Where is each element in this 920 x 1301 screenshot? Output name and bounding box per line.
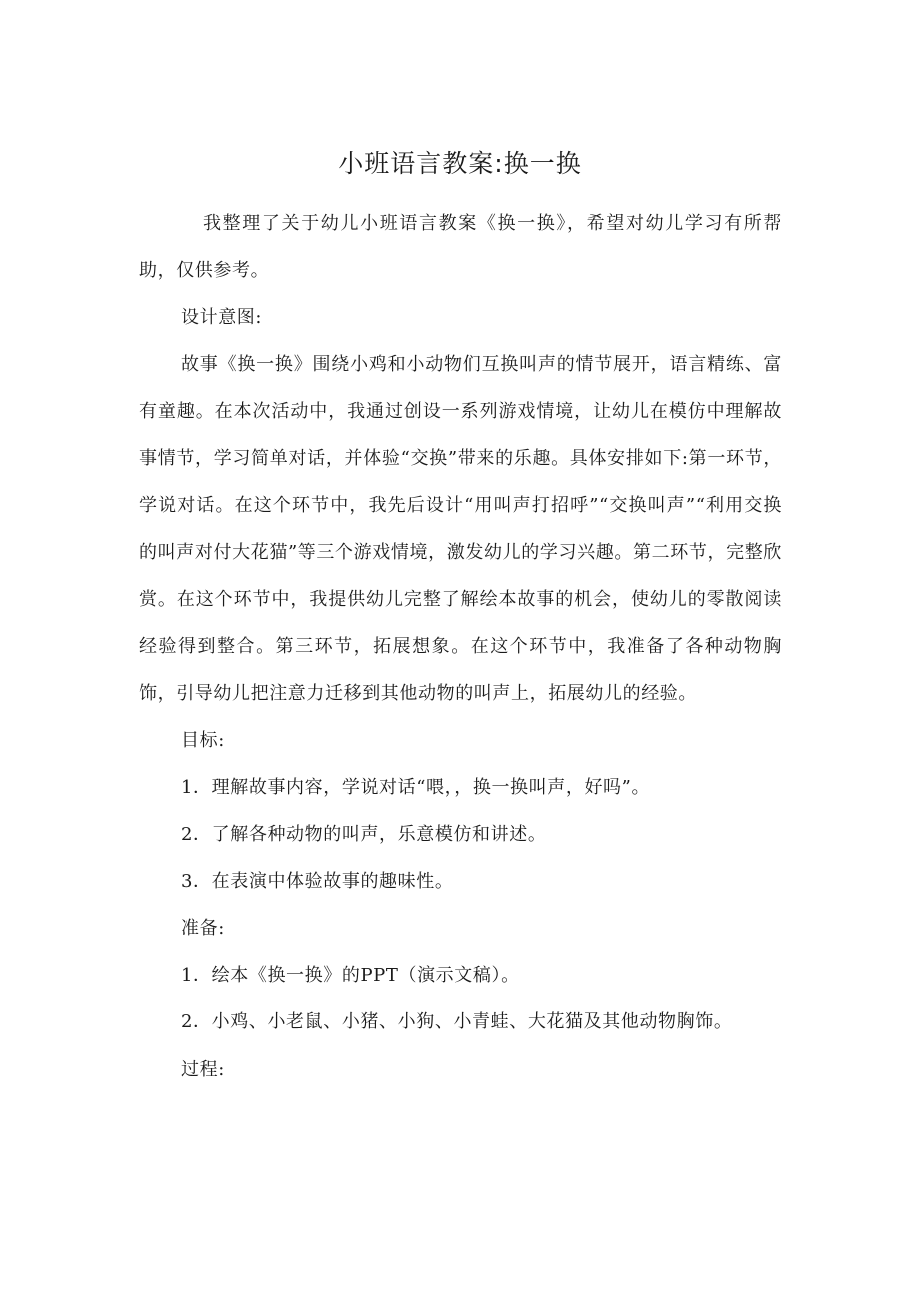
prep-item-1: 1．绘本《换一换》的PPT（演示文稿）。 [181,965,520,986]
goal-item-1: 1．理解故事内容，学说对话“喂，，换一换叫声，好吗”。 [181,777,651,798]
process-heading: 过程: [181,1059,225,1080]
design-heading: 设计意图: [181,307,263,328]
goal-item-2: 2．了解各种动物的叫声，乐意模仿和讲述。 [181,824,547,845]
design-paragraph: 故事《换一换》围绕小鸡和小动物们互换叫声的情节展开，语言精练、富有童趣。在本次活动中，我通过创设一系列游戏情境，让幼儿在模仿中理解故事情节，学习简单对话，并体验“交换”带来的乐趣。具体安排如下:第一环节，学说对话。在这个环节中，我先后设计“用叫声打招呼”“交换叫声”“利用交换的叫声对付大花猫”等三个游戏情境，激发幼儿的学习兴趣。第二环节，完整欣赏。在这个环节中，我提供幼儿完整了解绘本故事的机会，使幼儿的零散阅读经验得到整合。第三环节，拓展想象。在这个环节中，我准备了各种动物胸饰，引导幼儿把注意力迁移到其他动物的叫声上，拓展幼儿的经验。 [139,354,782,704]
goals-heading: 目标: [181,730,225,751]
intro-paragraph: 我整理了关于幼儿小班语言教案《换一换》，希望对幼儿学习有所帮助，仅供参考。 [139,213,782,281]
document-body [139,200,782,1093]
prep-item-2: 2．小鸡、小老鼠、小猪、小狗、小青蛙、大花猫及其他动物胸饰。 [181,1011,733,1032]
page-title: 小班语言教案:换一换 [338,149,582,178]
prep-heading: 准备: [181,918,225,939]
goal-item-3: 3．在表演中体验故事的趣味性。 [181,871,454,892]
